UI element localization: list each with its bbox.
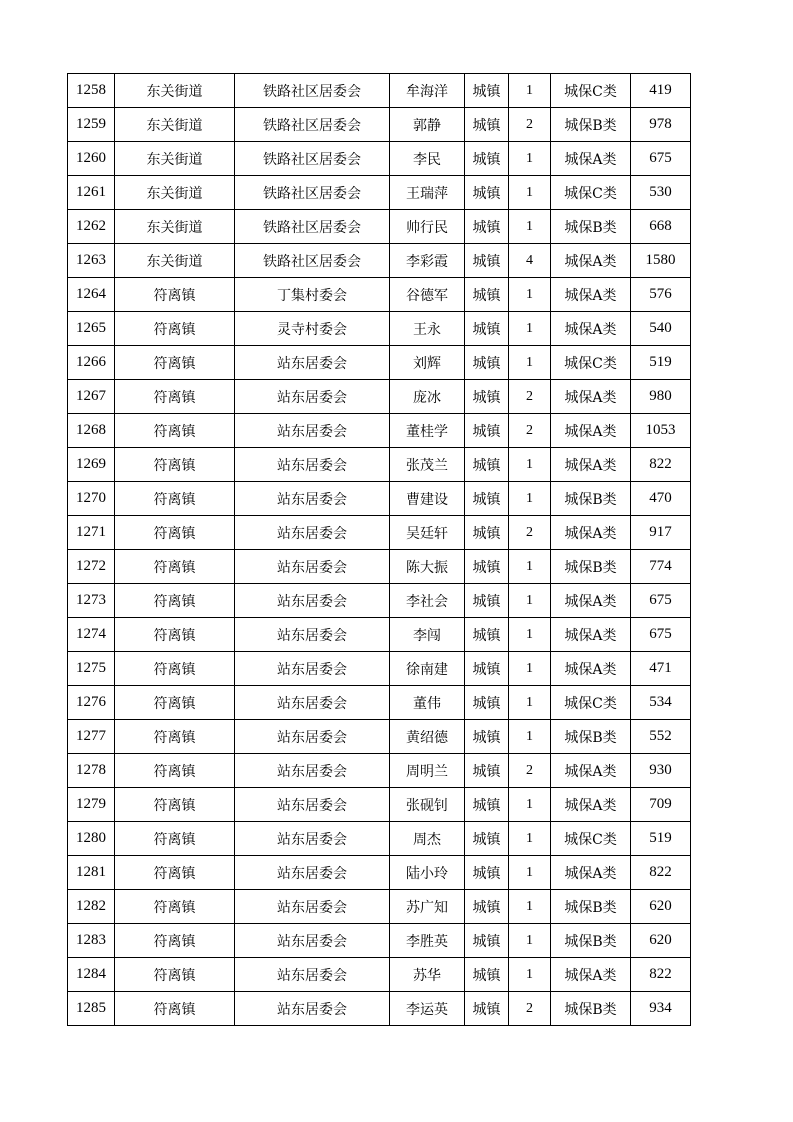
- committee-cell: 站东居委会: [235, 346, 390, 380]
- amount-cell: 519: [631, 346, 691, 380]
- table-row: [68, 720, 691, 754]
- row-id-cell: 1273: [68, 584, 115, 618]
- amount-cell: 1580: [631, 244, 691, 278]
- household-count-cell: 4: [509, 244, 551, 278]
- amount-cell: 709: [631, 788, 691, 822]
- amount-cell: 917: [631, 516, 691, 550]
- amount-cell: 822: [631, 856, 691, 890]
- amount-cell: 774: [631, 550, 691, 584]
- area-type-cell: 城镇: [465, 788, 509, 822]
- insurance-class-cell: 城保A类: [551, 414, 631, 448]
- row-id-cell: 1281: [68, 856, 115, 890]
- amount-cell: 822: [631, 958, 691, 992]
- amount-cell: 552: [631, 720, 691, 754]
- amount-cell: 980: [631, 380, 691, 414]
- insurance-class-cell: 城保B类: [551, 108, 631, 142]
- name-cell: 王瑞萍: [390, 176, 465, 210]
- name-cell: 周杰: [390, 822, 465, 856]
- name-cell: 陆小玲: [390, 856, 465, 890]
- household-count-cell: 1: [509, 210, 551, 244]
- name-cell: 曹建设: [390, 482, 465, 516]
- insurance-class-cell: 城保A类: [551, 788, 631, 822]
- table-row: [68, 788, 691, 822]
- table-row: [68, 414, 691, 448]
- insurance-class-cell: 城保A类: [551, 618, 631, 652]
- row-id-cell: 1280: [68, 822, 115, 856]
- table-row: [68, 618, 691, 652]
- insurance-class-cell: 城保C类: [551, 346, 631, 380]
- insurance-class-cell: 城保B类: [551, 210, 631, 244]
- committee-cell: 铁路社区居委会: [235, 176, 390, 210]
- area-type-cell: 城镇: [465, 822, 509, 856]
- row-id-cell: 1272: [68, 550, 115, 584]
- area-type-cell: 城镇: [465, 720, 509, 754]
- household-count-cell: 1: [509, 176, 551, 210]
- household-count-cell: 2: [509, 992, 551, 1026]
- insurance-class-cell: 城保C类: [551, 822, 631, 856]
- table-row: [68, 856, 691, 890]
- amount-cell: 675: [631, 142, 691, 176]
- table-row: [68, 176, 691, 210]
- area-type-cell: 城镇: [465, 312, 509, 346]
- row-id-cell: 1271: [68, 516, 115, 550]
- committee-cell: 铁路社区居委会: [235, 142, 390, 176]
- row-id-cell: 1269: [68, 448, 115, 482]
- street-cell: 符离镇: [115, 652, 235, 686]
- committee-cell: 站东居委会: [235, 584, 390, 618]
- table-row: [68, 108, 691, 142]
- table-row: [68, 448, 691, 482]
- street-cell: 符离镇: [115, 550, 235, 584]
- committee-cell: 铁路社区居委会: [235, 108, 390, 142]
- insurance-class-cell: 城保A类: [551, 312, 631, 346]
- row-id-cell: 1265: [68, 312, 115, 346]
- row-id-cell: 1258: [68, 74, 115, 108]
- name-cell: 张砚钊: [390, 788, 465, 822]
- name-cell: 郭静: [390, 108, 465, 142]
- area-type-cell: 城镇: [465, 142, 509, 176]
- row-id-cell: 1285: [68, 992, 115, 1026]
- name-cell: 谷德军: [390, 278, 465, 312]
- insurance-class-cell: 城保A类: [551, 516, 631, 550]
- insurance-class-cell: 城保A类: [551, 244, 631, 278]
- name-cell: 董桂学: [390, 414, 465, 448]
- row-id-cell: 1263: [68, 244, 115, 278]
- name-cell: 刘辉: [390, 346, 465, 380]
- area-type-cell: 城镇: [465, 278, 509, 312]
- area-type-cell: 城镇: [465, 652, 509, 686]
- area-type-cell: 城镇: [465, 550, 509, 584]
- amount-cell: 534: [631, 686, 691, 720]
- area-type-cell: 城镇: [465, 108, 509, 142]
- name-cell: 李胜英: [390, 924, 465, 958]
- street-cell: 符离镇: [115, 618, 235, 652]
- table-row: [68, 822, 691, 856]
- street-cell: 符离镇: [115, 312, 235, 346]
- committee-cell: 站东居委会: [235, 618, 390, 652]
- amount-cell: 620: [631, 924, 691, 958]
- household-count-cell: 1: [509, 74, 551, 108]
- amount-cell: 675: [631, 584, 691, 618]
- row-id-cell: 1268: [68, 414, 115, 448]
- insurance-class-cell: 城保B类: [551, 924, 631, 958]
- street-cell: 符离镇: [115, 924, 235, 958]
- area-type-cell: 城镇: [465, 414, 509, 448]
- household-count-cell: 1: [509, 924, 551, 958]
- committee-cell: 铁路社区居委会: [235, 74, 390, 108]
- street-cell: 东关街道: [115, 142, 235, 176]
- street-cell: 符离镇: [115, 278, 235, 312]
- row-id-cell: 1283: [68, 924, 115, 958]
- name-cell: 庞冰: [390, 380, 465, 414]
- name-cell: 苏广知: [390, 890, 465, 924]
- street-cell: 符离镇: [115, 958, 235, 992]
- street-cell: 符离镇: [115, 890, 235, 924]
- table-row: [68, 210, 691, 244]
- amount-cell: 822: [631, 448, 691, 482]
- row-id-cell: 1261: [68, 176, 115, 210]
- household-count-cell: 1: [509, 550, 551, 584]
- table-row: [68, 278, 691, 312]
- table-row: [68, 992, 691, 1026]
- street-cell: 符离镇: [115, 414, 235, 448]
- table-row: [68, 550, 691, 584]
- committee-cell: 站东居委会: [235, 448, 390, 482]
- household-count-cell: 1: [509, 856, 551, 890]
- table-row: [68, 380, 691, 414]
- name-cell: 吴廷轩: [390, 516, 465, 550]
- insurance-class-cell: 城保A类: [551, 754, 631, 788]
- committee-cell: 站东居委会: [235, 482, 390, 516]
- table-row: [68, 244, 691, 278]
- household-count-cell: 2: [509, 108, 551, 142]
- area-type-cell: 城镇: [465, 482, 509, 516]
- amount-cell: 540: [631, 312, 691, 346]
- household-count-cell: 1: [509, 686, 551, 720]
- name-cell: 黄绍德: [390, 720, 465, 754]
- name-cell: 王永: [390, 312, 465, 346]
- amount-cell: 576: [631, 278, 691, 312]
- amount-cell: 530: [631, 176, 691, 210]
- committee-cell: 站东居委会: [235, 958, 390, 992]
- row-id-cell: 1284: [68, 958, 115, 992]
- table-row: [68, 74, 691, 108]
- household-count-cell: 1: [509, 958, 551, 992]
- street-cell: 符离镇: [115, 754, 235, 788]
- name-cell: 周明兰: [390, 754, 465, 788]
- street-cell: 符离镇: [115, 720, 235, 754]
- row-id-cell: 1259: [68, 108, 115, 142]
- household-count-cell: 1: [509, 312, 551, 346]
- row-id-cell: 1277: [68, 720, 115, 754]
- name-cell: 帅行民: [390, 210, 465, 244]
- insurance-class-cell: 城保A类: [551, 142, 631, 176]
- row-id-cell: 1279: [68, 788, 115, 822]
- committee-cell: 站东居委会: [235, 890, 390, 924]
- amount-cell: 1053: [631, 414, 691, 448]
- street-cell: 东关街道: [115, 74, 235, 108]
- insurance-class-cell: 城保A类: [551, 278, 631, 312]
- name-cell: 李闯: [390, 618, 465, 652]
- insurance-class-cell: 城保A类: [551, 856, 631, 890]
- committee-cell: 站东居委会: [235, 516, 390, 550]
- area-type-cell: 城镇: [465, 856, 509, 890]
- household-count-cell: 1: [509, 142, 551, 176]
- household-count-cell: 2: [509, 414, 551, 448]
- household-count-cell: 2: [509, 516, 551, 550]
- household-count-cell: 1: [509, 720, 551, 754]
- amount-cell: 470: [631, 482, 691, 516]
- amount-cell: 675: [631, 618, 691, 652]
- household-count-cell: 1: [509, 482, 551, 516]
- amount-cell: 419: [631, 74, 691, 108]
- insurance-class-cell: 城保A类: [551, 958, 631, 992]
- street-cell: 东关街道: [115, 108, 235, 142]
- committee-cell: 站东居委会: [235, 686, 390, 720]
- committee-cell: 铁路社区居委会: [235, 244, 390, 278]
- name-cell: 李社会: [390, 584, 465, 618]
- area-type-cell: 城镇: [465, 992, 509, 1026]
- area-type-cell: 城镇: [465, 584, 509, 618]
- household-count-cell: 1: [509, 822, 551, 856]
- name-cell: 苏华: [390, 958, 465, 992]
- street-cell: 东关街道: [115, 176, 235, 210]
- table-row: [68, 346, 691, 380]
- committee-cell: 站东居委会: [235, 754, 390, 788]
- committee-cell: 站东居委会: [235, 550, 390, 584]
- committee-cell: 站东居委会: [235, 380, 390, 414]
- area-type-cell: 城镇: [465, 618, 509, 652]
- row-id-cell: 1266: [68, 346, 115, 380]
- committee-cell: 站东居委会: [235, 720, 390, 754]
- committee-cell: 站东居委会: [235, 414, 390, 448]
- street-cell: 符离镇: [115, 584, 235, 618]
- household-count-cell: 1: [509, 652, 551, 686]
- area-type-cell: 城镇: [465, 924, 509, 958]
- insurance-class-cell: 城保B类: [551, 992, 631, 1026]
- row-id-cell: 1262: [68, 210, 115, 244]
- table-row: [68, 958, 691, 992]
- row-id-cell: 1278: [68, 754, 115, 788]
- committee-cell: 丁集村委会: [235, 278, 390, 312]
- committee-cell: 站东居委会: [235, 788, 390, 822]
- name-cell: 陈大振: [390, 550, 465, 584]
- table-row: [68, 584, 691, 618]
- insurance-class-cell: 城保A类: [551, 448, 631, 482]
- subsidy-table: [67, 73, 691, 1026]
- household-count-cell: 1: [509, 448, 551, 482]
- table-row: [68, 516, 691, 550]
- area-type-cell: 城镇: [465, 890, 509, 924]
- street-cell: 符离镇: [115, 380, 235, 414]
- household-count-cell: 1: [509, 278, 551, 312]
- name-cell: 李民: [390, 142, 465, 176]
- name-cell: 牟海洋: [390, 74, 465, 108]
- insurance-class-cell: 城保C类: [551, 686, 631, 720]
- row-id-cell: 1274: [68, 618, 115, 652]
- table-row: [68, 312, 691, 346]
- street-cell: 符离镇: [115, 856, 235, 890]
- insurance-class-cell: 城保B类: [551, 482, 631, 516]
- table-body: [68, 74, 691, 1026]
- name-cell: 李彩霞: [390, 244, 465, 278]
- street-cell: 东关街道: [115, 210, 235, 244]
- amount-cell: 471: [631, 652, 691, 686]
- name-cell: 徐南建: [390, 652, 465, 686]
- area-type-cell: 城镇: [465, 210, 509, 244]
- street-cell: 符离镇: [115, 992, 235, 1026]
- household-count-cell: 1: [509, 890, 551, 924]
- insurance-class-cell: 城保A类: [551, 380, 631, 414]
- area-type-cell: 城镇: [465, 346, 509, 380]
- row-id-cell: 1260: [68, 142, 115, 176]
- table-row: [68, 686, 691, 720]
- amount-cell: 978: [631, 108, 691, 142]
- area-type-cell: 城镇: [465, 448, 509, 482]
- insurance-class-cell: 城保C类: [551, 176, 631, 210]
- table-row: [68, 890, 691, 924]
- street-cell: 符离镇: [115, 516, 235, 550]
- row-id-cell: 1270: [68, 482, 115, 516]
- area-type-cell: 城镇: [465, 686, 509, 720]
- committee-cell: 站东居委会: [235, 822, 390, 856]
- area-type-cell: 城镇: [465, 74, 509, 108]
- street-cell: 符离镇: [115, 346, 235, 380]
- household-count-cell: 1: [509, 346, 551, 380]
- table-row: [68, 142, 691, 176]
- name-cell: 张茂兰: [390, 448, 465, 482]
- name-cell: 董伟: [390, 686, 465, 720]
- table-row: [68, 924, 691, 958]
- committee-cell: 铁路社区居委会: [235, 210, 390, 244]
- insurance-class-cell: 城保B类: [551, 890, 631, 924]
- household-count-cell: 1: [509, 618, 551, 652]
- name-cell: 李运英: [390, 992, 465, 1026]
- amount-cell: 668: [631, 210, 691, 244]
- area-type-cell: 城镇: [465, 516, 509, 550]
- row-id-cell: 1267: [68, 380, 115, 414]
- table-row: [68, 652, 691, 686]
- area-type-cell: 城镇: [465, 754, 509, 788]
- table-row: [68, 482, 691, 516]
- area-type-cell: 城镇: [465, 244, 509, 278]
- committee-cell: 灵寺村委会: [235, 312, 390, 346]
- street-cell: 符离镇: [115, 788, 235, 822]
- area-type-cell: 城镇: [465, 380, 509, 414]
- row-id-cell: 1264: [68, 278, 115, 312]
- insurance-class-cell: 城保C类: [551, 74, 631, 108]
- insurance-class-cell: 城保A类: [551, 652, 631, 686]
- amount-cell: 934: [631, 992, 691, 1026]
- street-cell: 符离镇: [115, 686, 235, 720]
- street-cell: 符离镇: [115, 482, 235, 516]
- amount-cell: 519: [631, 822, 691, 856]
- committee-cell: 站东居委会: [235, 856, 390, 890]
- household-count-cell: 2: [509, 380, 551, 414]
- area-type-cell: 城镇: [465, 958, 509, 992]
- household-count-cell: 1: [509, 584, 551, 618]
- committee-cell: 站东居委会: [235, 992, 390, 1026]
- street-cell: 符离镇: [115, 448, 235, 482]
- household-count-cell: 2: [509, 754, 551, 788]
- amount-cell: 930: [631, 754, 691, 788]
- committee-cell: 站东居委会: [235, 924, 390, 958]
- committee-cell: 站东居委会: [235, 652, 390, 686]
- street-cell: 东关街道: [115, 244, 235, 278]
- area-type-cell: 城镇: [465, 176, 509, 210]
- row-id-cell: 1276: [68, 686, 115, 720]
- insurance-class-cell: 城保B类: [551, 720, 631, 754]
- table-row: [68, 754, 691, 788]
- insurance-class-cell: 城保A类: [551, 584, 631, 618]
- household-count-cell: 1: [509, 788, 551, 822]
- row-id-cell: 1275: [68, 652, 115, 686]
- insurance-class-cell: 城保B类: [551, 550, 631, 584]
- amount-cell: 620: [631, 890, 691, 924]
- row-id-cell: 1282: [68, 890, 115, 924]
- street-cell: 符离镇: [115, 822, 235, 856]
